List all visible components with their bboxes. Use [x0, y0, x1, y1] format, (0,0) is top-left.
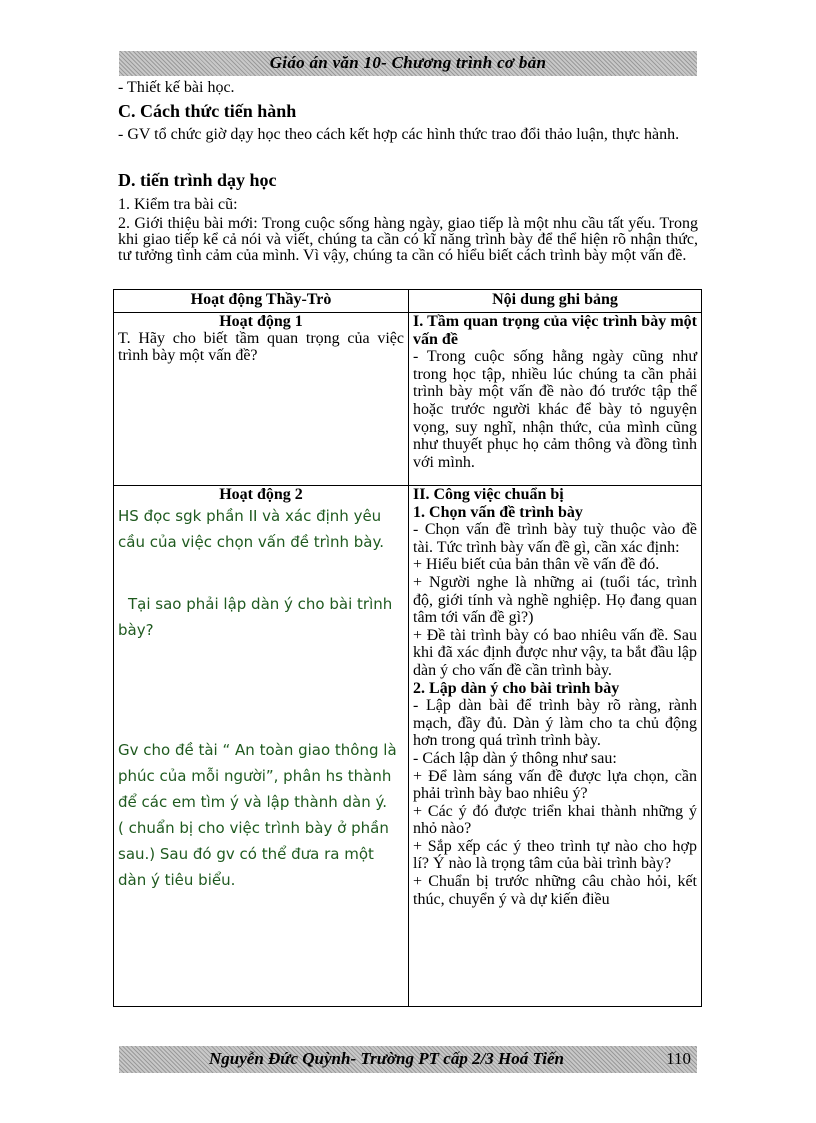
header-title: Giáo án văn 10- Chương trình cơ bản — [269, 53, 547, 72]
lesson-table — [113, 289, 702, 1007]
act2-left-cell — [114, 486, 409, 1007]
page-number: 110 — [666, 1049, 691, 1068]
intro-item2: 2. Giới thiệu bài mới: Trong cuộc sống hàng ngày, giao tiếp là một nhu cầu tất yếu. Trong khi giao tiếp kể cả nói và viết, chúng ta cần có kĩ năng trình bày để thể hiện rõ nhận thức, tư tưởng tình cảm của mình. Vì vậy, chúng ta cần có hiểu biết cách trình bày một vấn đề. — [118, 215, 698, 264]
sub2-line: - Lập dàn bài để trình bày rõ ràng, rành mạch, đầy đủ. Dàn ý làm cho ta chủ động hơn trong quá trình trình bày. — [413, 697, 697, 750]
col-left-header: Hoạt động Thầy-Trò — [114, 290, 409, 313]
act1-right-title: I. Tầm quan trọng của việc trình bày một vấn đề — [413, 313, 697, 348]
page-header — [119, 51, 697, 76]
act1-left-cell — [114, 313, 409, 486]
section-c-title: C. Cách thức tiến hành — [118, 101, 297, 121]
intro-item1: 1. Kiểm tra bài cũ: — [118, 196, 238, 213]
sub2-line: + Các ý đó được triển khai thành những ý nhỏ nào? — [413, 802, 697, 838]
act2-right-title: II. Công việc chuẩn bị — [413, 486, 564, 503]
sub1-line: - Chọn vấn đề trình bày tuỳ thuộc vào đề tài. Tức trình bày vấn đề gì, cần xác định: — [413, 521, 697, 556]
sub2-line: + Để làm sáng vấn đề được lựa chọn, cần phải trình bày bao nhiêu ý? — [413, 767, 697, 803]
sub1-line: + Người nghe là những ai (tuổi tác, trình độ, giới tính và nghề nghiệp. Họ đang quan tâm tới vấn đề gì?) — [413, 573, 697, 627]
table-row — [114, 486, 702, 1007]
act2-left-q2: Tại sao phải lập dàn ý cho bài trình bày? — [118, 595, 393, 639]
act1-title: Hoạt động 1 — [219, 313, 303, 330]
page-footer — [119, 1046, 697, 1073]
act2-title: Hoạt động 2 — [219, 486, 303, 503]
sub2-title: 2. Lập dàn ý cho bài trình bày — [413, 679, 620, 697]
footer-author: Nguyễn Đức Quỳnh- Trường PT cấp 2/3 Hoá Tiến — [209, 1049, 564, 1068]
act2-left-q1: HS đọc sgk phần II và xác định yêu cầu của việc chọn vấn đề trình bày. — [118, 507, 385, 551]
sub1-line: + Hiểu biết của bản thân về vấn đề đó. — [413, 556, 660, 574]
col-right-header: Nội dung ghi bảng — [409, 290, 702, 313]
act1-right-cell — [409, 313, 702, 486]
section-c-text: - GV tổ chức giờ dạy học theo cách kết hợp các hình thức trao đổi thảo luận, thực hành. — [118, 126, 680, 143]
act2-left-q4: ( chuẩn bị cho việc trình bày ở phần sau.) Sau đó gv có thể đưa ra một dàn ý tiêu biểu. — [118, 819, 389, 889]
table-row — [114, 313, 702, 486]
table-header-row — [114, 290, 702, 313]
act1-question: T. Hãy cho biết tầm quan trọng của việc trình bày một vấn đề? — [118, 330, 405, 364]
section-d-title: D. tiến trình dạy học — [118, 170, 277, 190]
sub1-line: + Đề tài trình bày có bao nhiêu vấn đề. Sau khi đã xác định được như vậy, ta bắt đầu lập dàn ý cho vấn đề cần trình bày. — [413, 626, 697, 679]
sub2-line: - Cách lập dàn ý thông như sau: — [413, 749, 617, 767]
act2-right-cell — [409, 486, 702, 1007]
act1-right-text: - Trong cuộc sống hằng ngày cũng như trong học tập, nhiều lúc chúng ta cần phải trình bày một vấn đề nào đó trước tập thể hoặc trước người khác để bày tỏ nguyện vọng, suy nghĩ, nhận thức, của mình cũng như thuyết phục họ cảm thông và đồng tình với mình. — [413, 348, 697, 471]
intro-line1: - Thiết kế bài học. — [118, 79, 235, 96]
sub1-title: 1. Chọn vấn đề trình bày — [413, 503, 583, 521]
sub2-line: + Sắp xếp các ý theo trình tự nào cho hợp lí? Ý nào là trọng tâm của bài trình bày? — [413, 837, 697, 873]
sub2-line: + Chuẩn bị trước những câu chào hỏi, kết thúc, chuyển ý và dự kiến điều — [413, 873, 697, 908]
act2-left-q3: Gv cho đề tài “ An toàn giao thông là phúc của mỗi người”, phân hs thành để các em tìm ý và lập thành dàn ý. — [118, 741, 397, 811]
